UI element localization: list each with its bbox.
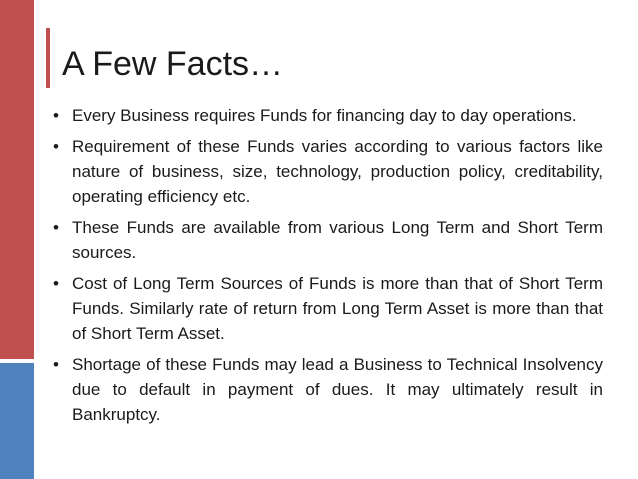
left-accent-bar-blue (0, 363, 34, 479)
bullet-text: Shortage of these Funds may lead a Business to Technical Insolvency due to default in payment of dues. It may ultimately result in Bankruptcy. (72, 355, 603, 424)
bullet-item (48, 103, 603, 128)
bullet-item (48, 134, 603, 209)
bullet-point-icon: • (53, 137, 59, 156)
bullet-item (48, 215, 603, 265)
bullet-text: Requirement of these Funds varies according to various factors like nature of business, size, technology, production policy, creditability, operating efficiency etc. (72, 137, 603, 206)
bullet-point-icon: • (53, 355, 59, 374)
left-accent-bar-red (0, 0, 34, 359)
bullet-item (48, 352, 603, 427)
slide-title: A Few Facts… (62, 45, 284, 83)
bullet-item (48, 271, 603, 346)
bullet-point-icon: • (53, 274, 59, 293)
bullet-point-icon: • (53, 218, 59, 237)
bullet-point-icon: • (53, 106, 59, 125)
title-accent-rule (46, 28, 50, 88)
bullet-text: These Funds are available from various Long Term and Short Term sources. (72, 218, 603, 262)
bullet-text: Every Business requires Funds for financing day to day operations. (72, 106, 577, 125)
bullet-list (48, 103, 603, 433)
bullet-text: Cost of Long Term Sources of Funds is more than that of Short Term Funds. Similarly rate of return from Long Term Asset is more than that of Short Term Asset. (72, 274, 603, 343)
